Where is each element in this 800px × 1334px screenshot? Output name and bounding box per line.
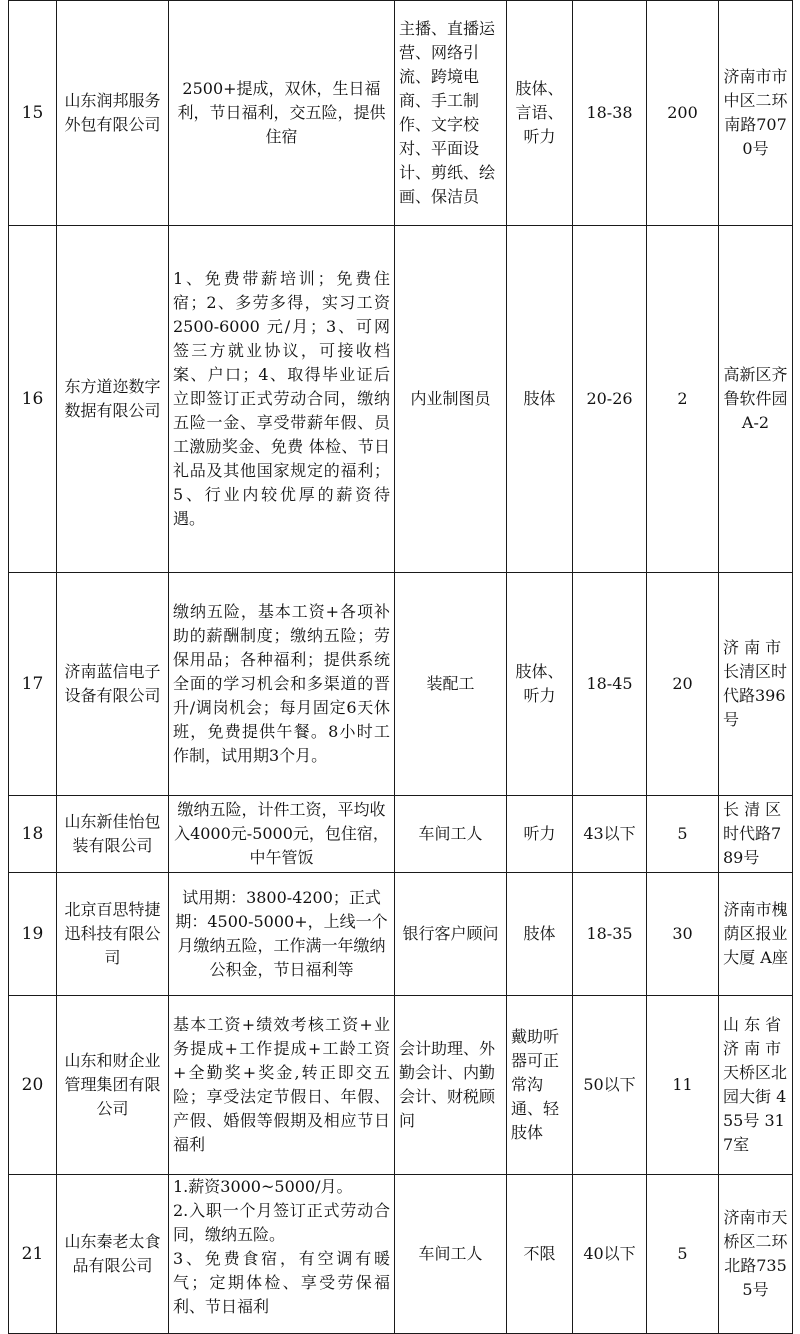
- age-range: 43以下: [573, 796, 647, 873]
- work-address: 山 东 省济 南 市天桥区北园大街 455号 317室: [719, 996, 793, 1175]
- age-range: 40以下: [573, 1175, 647, 1334]
- benefits-text: 2500+提成，双休，生日福利，节日福利，交五险，提供住宿: [169, 1, 395, 226]
- position-text: 车间工人: [395, 1175, 507, 1334]
- age-range: 18-35: [573, 873, 647, 996]
- age-range: 50以下: [573, 996, 647, 1175]
- hire-count: 200: [647, 1, 719, 226]
- company-name: 山东秦老太食品有限公司: [57, 1175, 169, 1334]
- disability-type: 听力: [507, 796, 573, 873]
- position-text: 内业制图员: [395, 226, 507, 573]
- disability-type: 肢体: [507, 873, 573, 996]
- row-number: 16: [9, 226, 57, 573]
- benefits-text: 1、免费带薪培训；免费住宿；2、多劳多得，实习工资 2500-6000 元/月；3、可网签三方就业协议，可接收档案、户口；4、取得毕业证后立即签订正式劳动合同，缴纳五险一金、享受带薪年假、员工激励奖金、免费 体检、节日礼品及其他国家规定的福利；5、行业内较优厚的薪资待遇。: [169, 226, 395, 573]
- disability-type: 肢体: [507, 226, 573, 573]
- row-number: 19: [9, 873, 57, 996]
- hire-count: 5: [647, 1175, 719, 1334]
- table-row: [9, 226, 793, 573]
- benefits-text: 试用期：3800-4200；正式期：4500-5000+，上线一个月缴纳五险，工作满一年缴纳公积金，节日福利等: [169, 873, 395, 996]
- disability-type: 肢体、听力: [507, 573, 573, 796]
- work-address: 济南市天桥区二环北路7355号: [719, 1175, 793, 1334]
- row-number: 21: [9, 1175, 57, 1334]
- benefits-text: 缴纳五险，基本工资+各项补助的薪酬制度；缴纳五险；劳保用品；各种福利；提供系统全面的学习机会和多渠道的晋升/调岗机会；每月固定6天休班，免费提供午餐。8小时工作制，试用期3个月。: [169, 573, 395, 796]
- position-text: 主播、直播运营、网络引流、跨境电商、手工制作、文字校对、平面设计、剪纸、绘画、保洁员: [395, 1, 507, 226]
- company-name: 济南蓝信电子设备有限公司: [57, 573, 169, 796]
- work-address: 济南市槐荫区报业大厦 A座: [719, 873, 793, 996]
- benefits-text: 缴纳五险，计件工资，平均收入4000元-5000元，包住宿，中午管饭: [169, 796, 395, 873]
- work-address: 长 清 区时代路789号: [719, 796, 793, 873]
- table-row: [9, 996, 793, 1175]
- table-row: [9, 573, 793, 796]
- hire-count: 11: [647, 996, 719, 1175]
- position-text: 会计助理、外勤会计、内勤会计、财税顾问: [395, 996, 507, 1175]
- company-name: 山东新佳怡包装有限公司: [57, 796, 169, 873]
- benefits-text: [169, 1175, 395, 1334]
- company-name: 东方道迩数字数据有限公司: [57, 226, 169, 573]
- hire-count: 30: [647, 873, 719, 996]
- position-text: 银行客户顾问: [395, 873, 507, 996]
- job-listing-table: [8, 0, 793, 1334]
- hire-count: 5: [647, 796, 719, 873]
- table-row: [9, 1, 793, 226]
- company-name: 北京百思特捷迅科技有限公司: [57, 873, 169, 996]
- age-range: 18-45: [573, 573, 647, 796]
- hire-count: 20: [647, 573, 719, 796]
- position-text: 装配工: [395, 573, 507, 796]
- age-range: 18-38: [573, 1, 647, 226]
- work-address: 高新区齐鲁软件园A-2: [719, 226, 793, 573]
- row-number: 15: [9, 1, 57, 226]
- work-address: 济南市市中区二环南路7070号: [719, 1, 793, 226]
- row-number: 20: [9, 996, 57, 1175]
- age-range: 20-26: [573, 226, 647, 573]
- row-number: 17: [9, 573, 57, 796]
- position-text: 车间工人: [395, 796, 507, 873]
- work-address: 济 南 市长清区时代路396号: [719, 573, 793, 796]
- table-row: [9, 1175, 793, 1334]
- table-row: [9, 796, 793, 873]
- company-name: 山东润邦服务外包有限公司: [57, 1, 169, 226]
- benefits-text: 基本工资+绩效考核工资+业务提成+工作提成+工龄工资+全勤奖+奖金,转正即交五险；享受法定节假日、年假、产假、婚假等假期及相应节日福利: [169, 996, 395, 1175]
- benefits-text-body: 1.薪资3000~5000/月。 2.入职一个月签订正式劳动合同，缴纳五险。 3、免费食宿，有空调有暖气；定期体检、享受劳保福利、节日福利: [173, 1177, 390, 1316]
- hire-count: 2: [647, 226, 719, 573]
- table-row: [9, 873, 793, 996]
- disability-type: 肢体、言语、听力: [507, 1, 573, 226]
- job-listing-table-page: [8, 0, 792, 1334]
- company-name: 山东和财企业管理集团有限公司: [57, 996, 169, 1175]
- disability-type: 戴助听器可正常沟通、轻肢体: [507, 996, 573, 1175]
- row-number: 18: [9, 796, 57, 873]
- disability-type: 不限: [507, 1175, 573, 1334]
